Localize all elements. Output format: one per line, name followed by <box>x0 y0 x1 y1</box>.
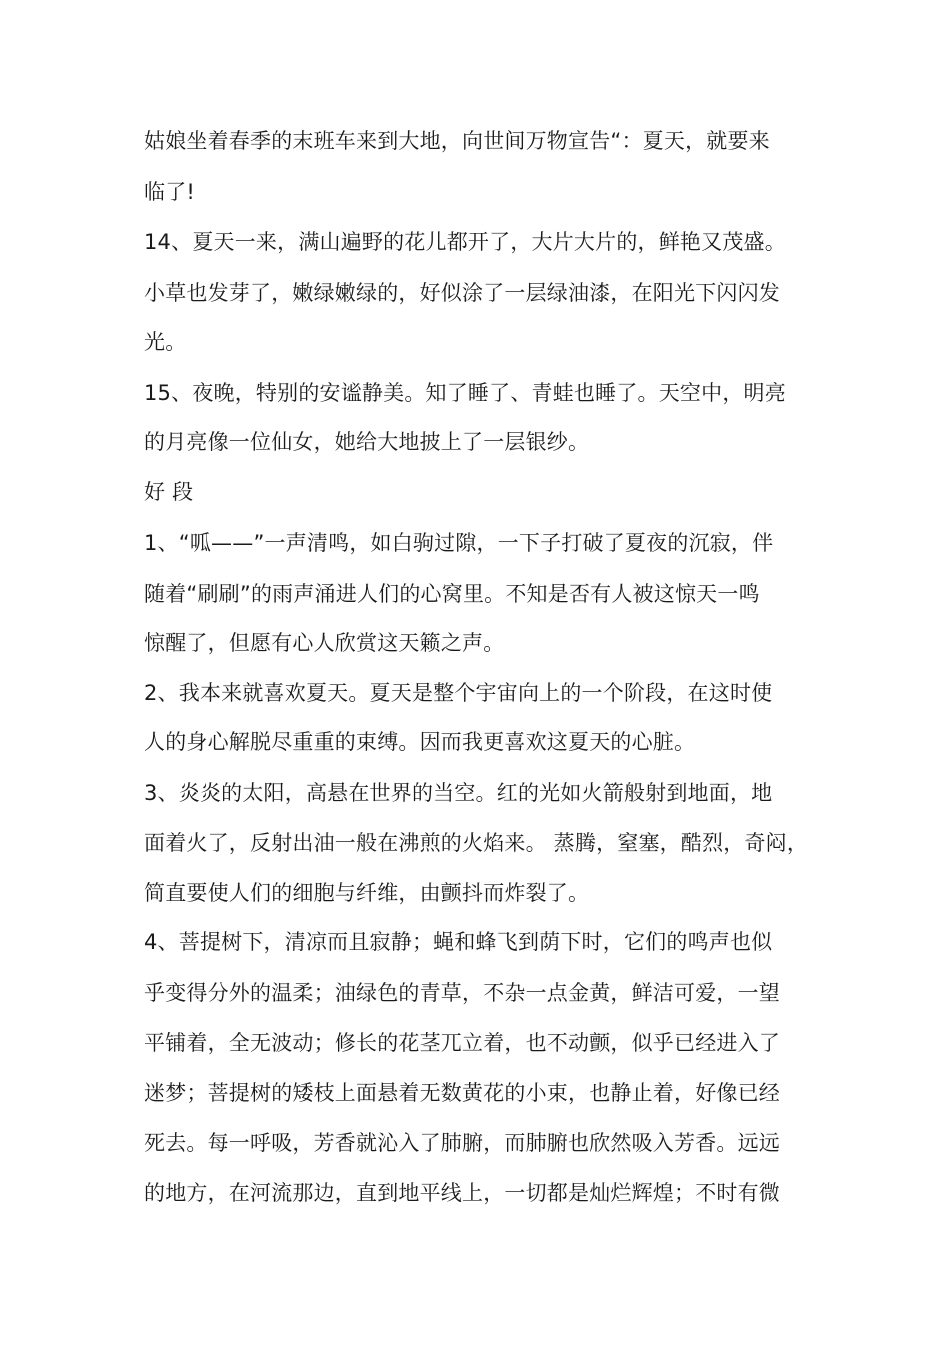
text-line: 惊醒了，但愿有心人欣赏这天籁之声。 <box>144 631 505 655</box>
section-heading: 好 段 <box>144 480 194 504</box>
text-line: 死去。每一呼吸，芳香就沁入了肺腑，而肺腑也欣然吸入芳香。远远 <box>144 1131 780 1155</box>
text-line: 迷梦；菩提树的矮枝上面悬着无数黄花的小束，也静止着，好像已经 <box>144 1081 780 1105</box>
text-line: 随着“刷刷”的雨声涌进人们的心窝里。不知是否有人被这惊天一鸣 <box>144 582 760 606</box>
text-line: 的月亮像一位仙女，她给大地披上了一层银纱。 <box>144 430 590 454</box>
text-line: 人的身心解脱尽重重的束缚。因而我更喜欢这夏天的心脏。 <box>144 730 696 754</box>
text-line: 面着火了，反射出油一般在沸煎的火焰来。 蒸腾，窒塞，酷烈，奇闷， <box>144 831 809 855</box>
text-line: 简直要使人们的细胞与纤维，由颤抖而炸裂了。 <box>144 881 590 905</box>
text-line: 小草也发芽了，嫩绿嫩绿的，好似涂了一层绿油漆，在阳光下闪闪发 <box>144 281 780 305</box>
text-line: 光。 <box>144 330 187 354</box>
text-line: 的地方，在河流那边，直到地平线上，一切都是灿烂辉煌；不时有微 <box>144 1181 780 1205</box>
text-line: 15、夜晚，特别的安谧静美。知了睡了、青蛙也睡了。天空中，明亮 <box>144 381 786 405</box>
text-line: 临了! <box>144 180 196 204</box>
text-line: 2、我本来就喜欢夏天。夏天是整个宇宙向上的一个阶段，在这时使 <box>144 681 773 705</box>
text-line: 1、“呱——”一声清鸣，如白驹过隙，一下子打破了夏夜的沉寂，伴 <box>144 531 774 555</box>
text-line: 平铺着，全无波动；修长的花茎兀立着，也不动颤，似乎已经进入了 <box>144 1031 780 1055</box>
text-line: 乎变得分外的温柔；油绿色的青草，不杂一点金黄，鲜洁可爱，一望 <box>144 981 780 1005</box>
text-line: 4、菩提树下，清凉而且寂静；蝇和蜂飞到荫下时，它们的鸣声也似 <box>144 930 773 954</box>
text-line: 3、炎炎的太阳，高悬在世界的当空。红的光如火箭般射到地面，地 <box>144 781 773 805</box>
text-line: 姑娘坐着春季的末班车来到大地，向世间万物宣告“：夏天，就要来 <box>144 129 770 153</box>
text-line: 14、夏天一来，满山遍野的花儿都开了，大片大片的，鲜艳又茂盛。 <box>144 230 786 254</box>
